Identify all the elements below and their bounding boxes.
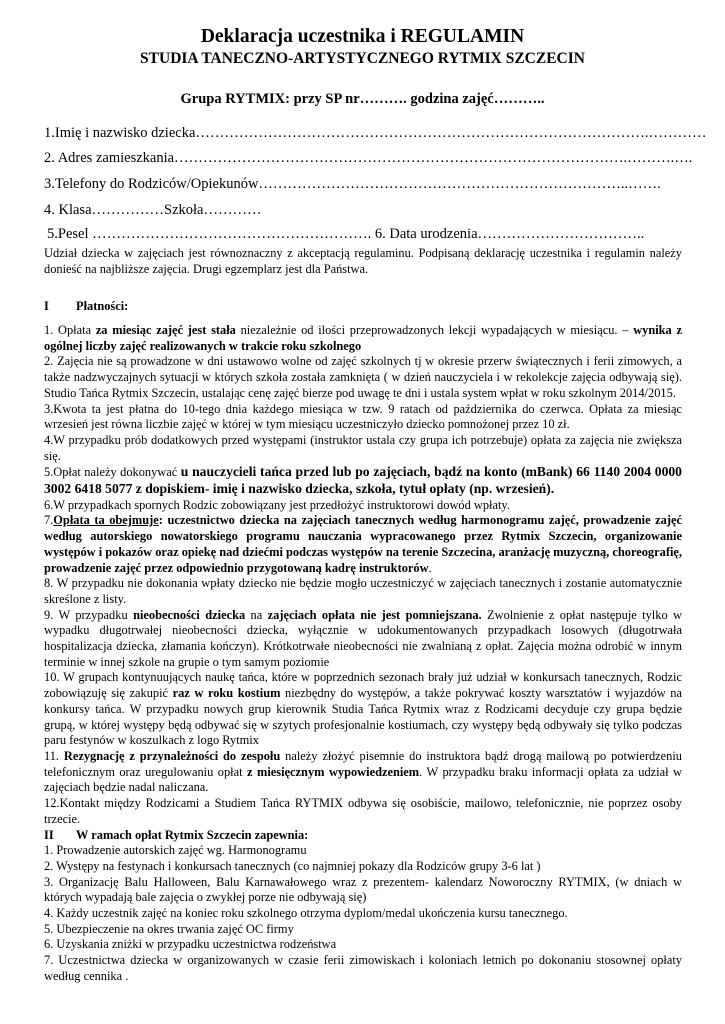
rule-7-num: 7.: [44, 513, 54, 528]
rule-1: [44, 323, 682, 354]
rule-11-bold-a: Rezygnację z przynależności do zespołu: [63, 748, 281, 763]
rule-4: 4.W przypadku prób dodatkowych przed występami (instruktor ustala czy grupa ich potrzebuje) opłata za zajęcia nie zwiększa się.: [44, 432, 682, 463]
rule-9-text-a: 9. W przypadku: [44, 607, 134, 622]
rule-10-text-a: 10. W grupach kontynuujących naukę tańca, które w poprzednich sezonach brały już udział w konkursach tanecznych, Rodzic zobowiązuję się zakupić: [44, 670, 682, 701]
rule-10-bold: raz w roku kostium: [172, 686, 281, 701]
section-1-title: Płatności:: [76, 299, 129, 313]
rule-11-num: 11.: [44, 748, 64, 763]
provision-item: 1. Prowadzenie autorskich zajęć wg. Harmonogramu: [44, 843, 307, 858]
rule-9: [44, 608, 682, 671]
rule-5: [44, 464, 682, 497]
rule-5-bank-details: u nauczycieli tańca przed lub po zajęciach, bądź na konto (mBank) 66 1140 2004 0000 3002 6418 5077 z dopiskiem- imię i nazwisko dziecka, szkoła, tytuł opłaty (np. wrzesień).: [44, 464, 682, 497]
field-class-school[interactable]: 4. Klasa……………Szkoła…………: [44, 202, 262, 218]
rule-7-heading: Opłata ta obejmuje: [53, 513, 159, 528]
provision-item: 4. Każdy uczestnik zajęć na koniec roku szkolnego otrzyma dyplom/medal ukończenia kursu tanecznego.: [44, 906, 568, 921]
rule-9-bold-b: zajęciach opłata nie jest pomniejszana.: [267, 607, 482, 622]
rule-11: [44, 749, 682, 796]
rule-7: [44, 513, 682, 576]
rule-11-text-b: . W przypadku braku informacji opłata za udział w zajęciach będzie nadal naliczana.: [44, 764, 682, 795]
rule-11-bold-b: z miesięcznym wypowiedzeniem: [247, 764, 420, 779]
rule-7-bold: : uczestnictwo dziecka na zajęciach tanecznych według harmonogramu zajęć, prowadzenie zajęć według autorskiego nowatorskiego programu nauczania wypracowanego przez Rytmix Szczecin, organizowanie występów i pokazów oraz opiekę nad dziećmi podczas występów na terenie Szczecina, aranżację muzyczną, choreografię, prowadzenie zajęć przez odpowiednio przygotowaną kadrę instruktorów: [44, 513, 682, 575]
provision-item: 3. Organizację Balu Halloween, Balu Karnawałowego wraz z prezentem- kalendarz Noworoczny RYTMIX, (w dniach w których wypadają bale zajęcia o zwykłej porze nie odbywają się): [44, 874, 682, 905]
rule-6: 6.W przypadkach spornych Rodzic zobowiązany jest przedłożyć instruktorowi dowód wpłaty.: [44, 497, 510, 512]
provision-item: 2. Występy na festynach i konkursach tanecznych (co najmniej pokazy dla Rodziców grupy 3-6 lat ): [44, 858, 541, 873]
intro-paragraph: Udział dziecka w zajęciach jest równoznaczny z akceptacją regulaminu. Podpisaną deklarację uczestnika i regulamin należy donieść na najbliższe zajęcia. Drugi egzemplarz jest dla Państwa.: [44, 246, 682, 276]
section-1-body: [44, 323, 682, 985]
rule-11-text-a: należy złożyć pisemnie do instruktora bądź drogą mailową po potwierdzeniu telefonicznym oraz uregulowaniu opłat: [44, 748, 682, 779]
rule-9-text-c: Zwolnienie z opłat następuje tylko w wypadku długotrwałej nieobecności dziecka, wyłącznie w udokumentowanych przypadkach losowych (długotrwała hospitalizacja dziecka, złamania kończyn). Krótkotrwałe nieobecności nie zwalnianą z opłat. Zajęcia można odrobić w innym terminie w innej szkole na grupie o tym samym poziomie: [44, 607, 682, 669]
rule-10: [44, 670, 682, 749]
provision-item: 5. Ubezpieczenie na okres trwania zajęć OC firmy: [44, 921, 294, 936]
rule-7-end: .: [428, 560, 432, 575]
rule-2: 2. Zajęcia nie są prowadzone w dni ustawowo wolne od zajęć szkolnych tj w okresie przerw świątecznych i ferii zimowych, a także nadzwyczajnych sytuacji w których szkoła została zamknięta ( w dzień nauczyciela i w rekolekcje zajęcia odbywają się). Studio Tańca Rytmix Szczecin, ustalając cenę zajęć bierze pod uwagę te dni i ustala system wpłat w roku szkolnym 2014/2015.: [44, 354, 682, 400]
document-title: Deklaracja uczestnika i REGULAMIN: [200, 26, 525, 47]
rule-5-text: 5.Opłat należy dokonywać: [44, 465, 181, 480]
field-pesel-birthdate[interactable]: 5.Pesel …………………………………………………. 6. Data urodzenia……………………………..: [47, 226, 645, 242]
rule-1-bold-b: wynika z ogólnej liczby zajęć realizowanych w trakcie roku szkolnego: [44, 323, 682, 353]
group-line: Grupa RYTMIX: przy SP nr………. godzina zajęć………..: [180, 91, 545, 107]
field-parent-phones[interactable]: 3.Telefony do Rodziców/Opiekunów…………………………………………………………………..…….: [44, 176, 661, 192]
section-1-number: I: [44, 299, 49, 313]
rule-9-bold-a: nieobecności dziecka: [133, 607, 246, 622]
rule-8: 8. W przypadku nie dokonania wpłaty dziecko nie będzie mogło uczestniczyć w zajęciach tanecznych i zostanie automatycznie skreślone z listy.: [44, 576, 682, 606]
rule-9-text-b: na: [245, 607, 268, 622]
section-2-number: II: [44, 827, 54, 842]
rule-10-text-b: niezbędny do występów, a także pokrywać koszty warsztatów i wyjazdów na konkursy tańca. W przypadku nowych grup kierownik Studia Tańca Rytmix wraz z Rodzicami decyduje czy grupa będzie grupą, w której występy będą odbywać się w szytych profesjonalnie kostiumach, czy występy będą odbywały się tylko podczas paru festynów w koszulkach z logo Rytmix: [44, 686, 682, 748]
section-2-heading: [44, 828, 682, 844]
document-subtitle: STUDIA TANECZNO-ARTYSTYCZNEGO RYTMIX SZCZECIN: [140, 50, 585, 67]
rule-1-text-a: 1. Opłata: [44, 323, 96, 337]
section-2-title: W ramach opłat Rytmix Szczecin zapewnia:: [76, 827, 309, 842]
provision-item: 7. Uczestnictwa dziecka w organizowanych w czasie ferii zimowiskach i koloniach letnich po dokonaniu stosownej opłaty według cennika .: [44, 953, 682, 983]
rule-12: 12.Kontakt między Rodzicami a Studiem Tańca RYTMIX odbywa się osobiście, mailowo, telefonicznie, nie poprzez osoby trzecie.: [44, 796, 682, 826]
field-child-name[interactable]: 1.Imię i nazwisko dziecka………………………………………………………………………………….…………: [44, 125, 707, 141]
rule-1-bold-a: za miesiąc zajęć jest stała: [95, 323, 236, 337]
rule-1-text-b: niezależnie od ilości przeprowadzonych lekcji wypadających w miesiącu. –: [235, 323, 634, 337]
rule-3: 3.Kwota ta jest płatna do 10-tego dnia każdego miesiąca w tzw. 9 ratach od października do czerwca. Opłata za miesiąc wrzesień jest równa liczbie zajęć w której w tym miesiącu uczestniczyło dziecko pomnożonej przez 10 zł.: [44, 401, 682, 432]
provision-item: 6. Uzyskania zniżki w przypadku uczestnictwa rodzeństwa: [44, 937, 337, 952]
field-address[interactable]: 2. Adres zamieszkania………………………………………………………………………………….……….….: [44, 150, 693, 166]
